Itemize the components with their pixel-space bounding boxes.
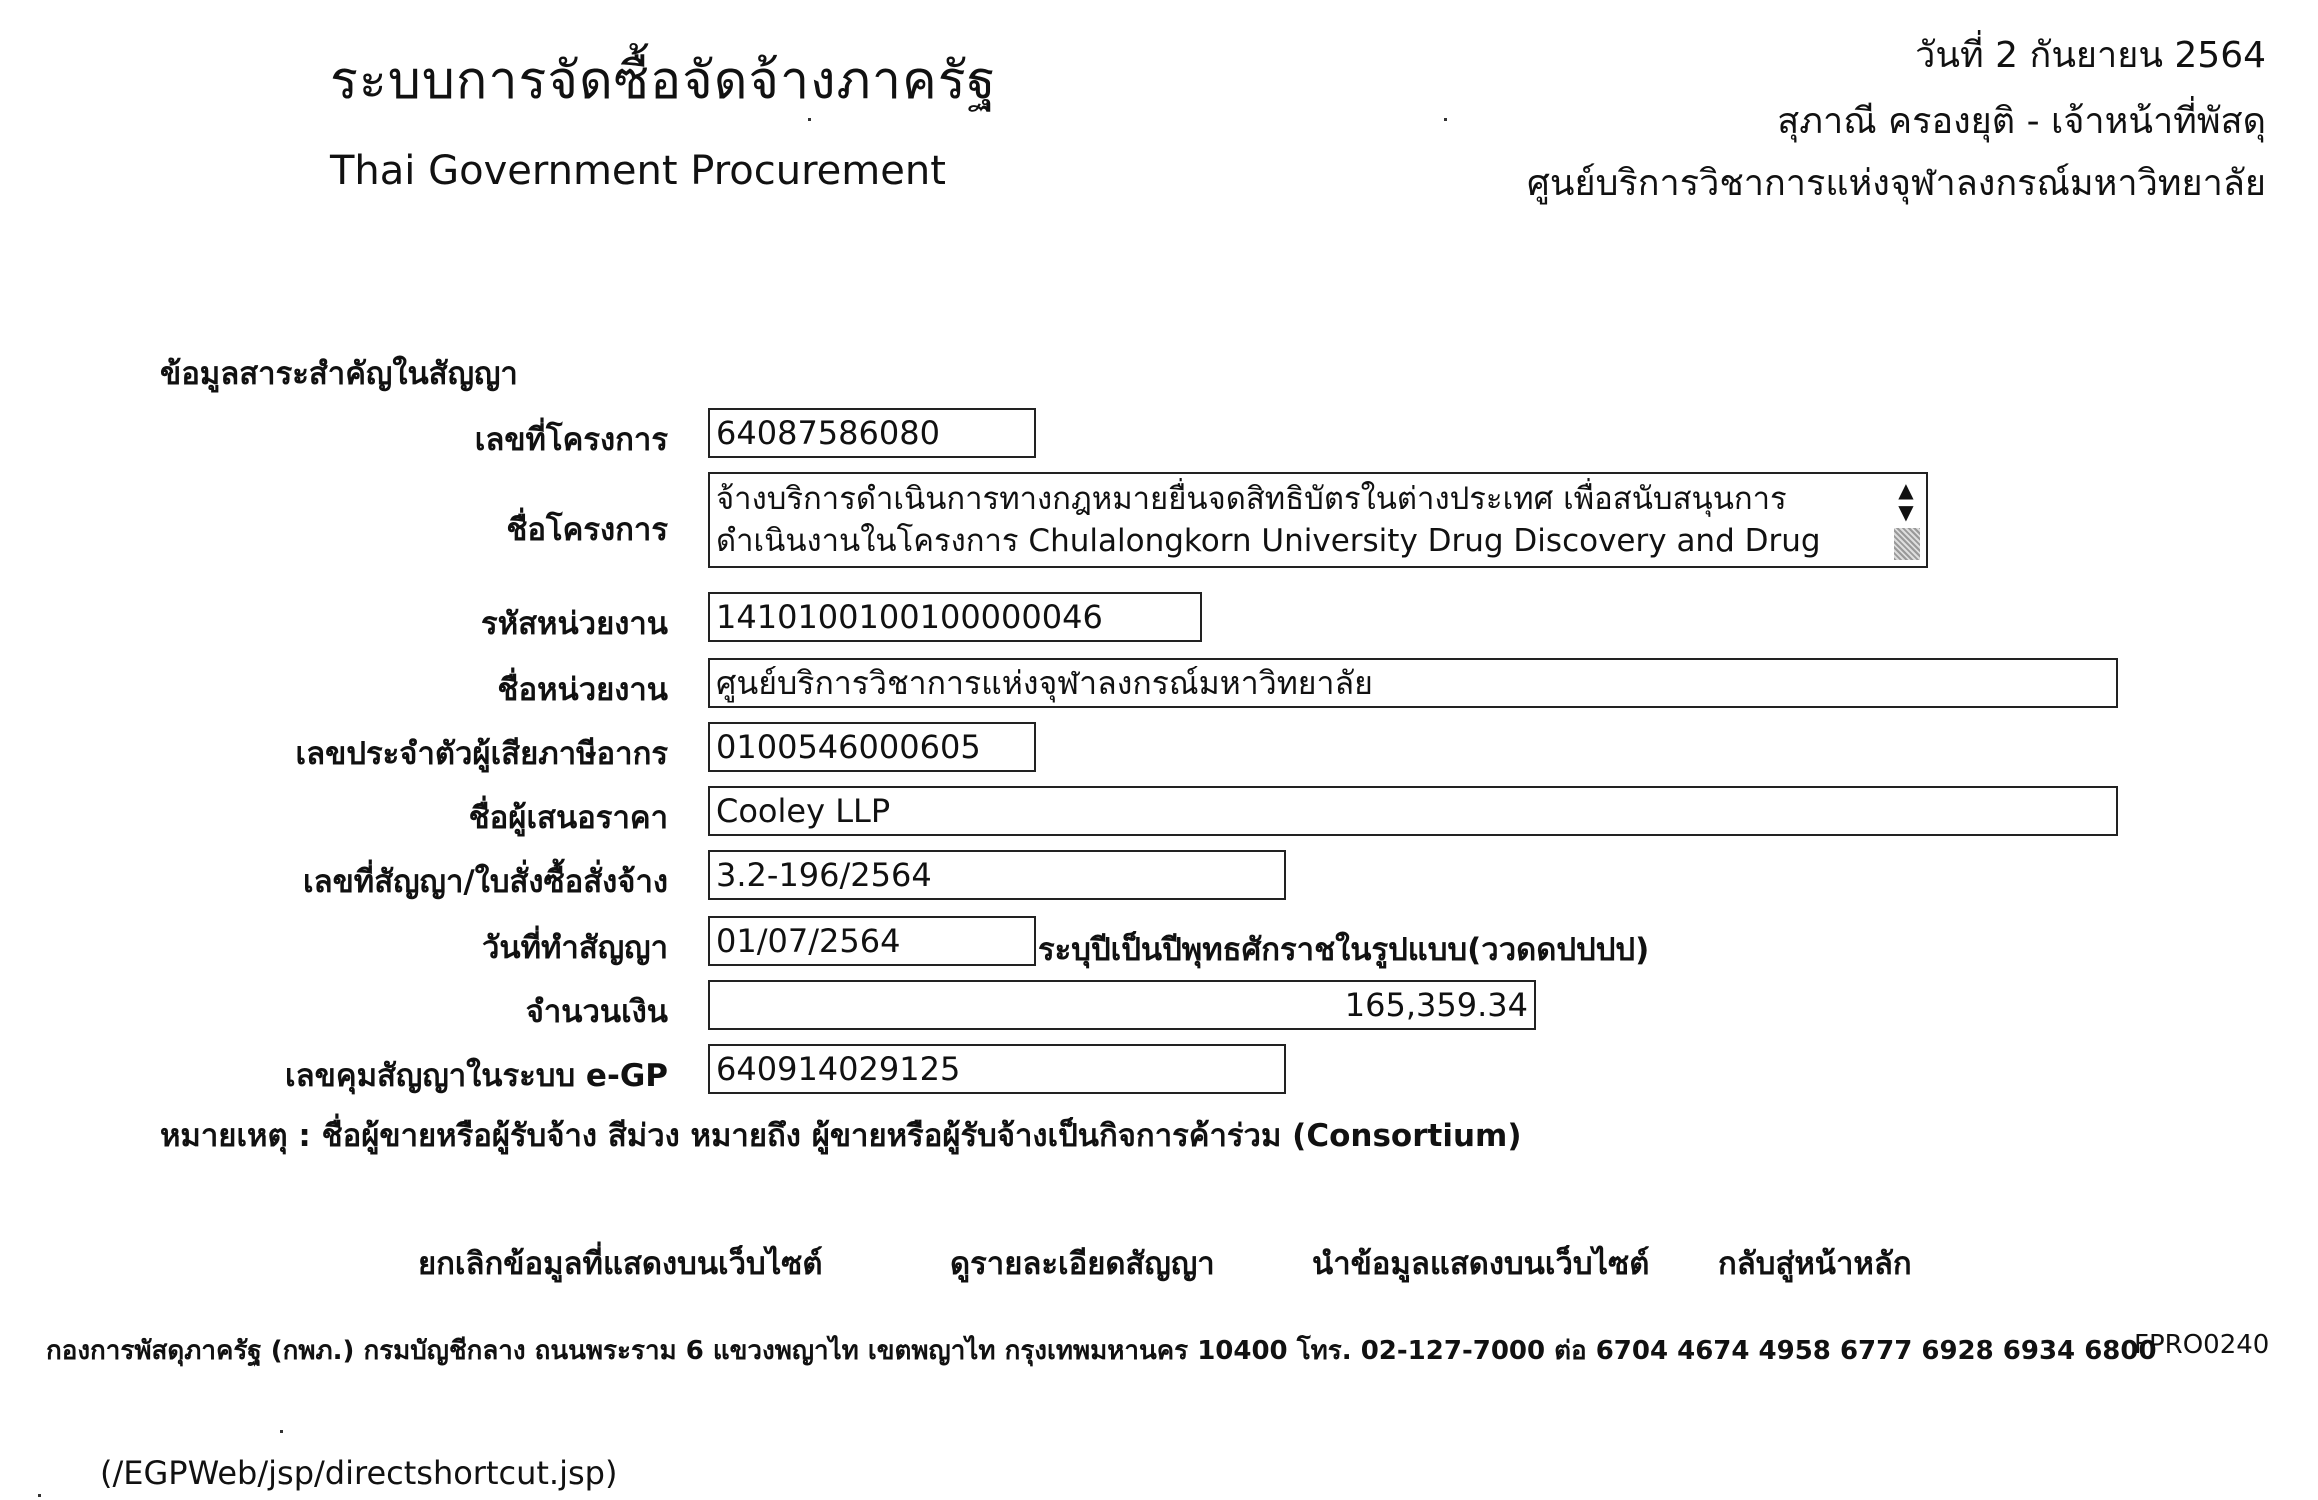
- unit-code-label: รหัสหน่วยงาน: [481, 606, 668, 642]
- project-no-field[interactable]: 64087586080: [708, 408, 1036, 458]
- footer-page-code: FPRO0240: [2134, 1330, 2270, 1360]
- bidder-name-label: ชื่อผู้เสนอราคา: [468, 800, 668, 836]
- project-name-line-2: ดำเนินงานในโครงการ Chulalongkorn University Drug Discovery and Drug: [716, 523, 1821, 559]
- scan-speck: [808, 118, 811, 121]
- scroll-down-arrow-icon[interactable]: ▼: [1898, 500, 1914, 524]
- bidder-name-field[interactable]: Cooley LLP: [708, 786, 2118, 836]
- header-user: สุภาณี ครองยุติ - เจ้าหน้าที่พัสดุ: [1777, 101, 2266, 142]
- scan-speck: [280, 1430, 283, 1433]
- footer-address: กองการพัสดุภาครัฐ (กพภ.) กรมบัญชีกลาง ถนนพระราม 6 แขวงพญาไท เขตพญาไท กรุงเทพมหานคร 10400 โทร. 02-127-7000 ต่อ 6704 4674 4958 6777 6928 6934 6800: [46, 1336, 2157, 1366]
- unit-name-label: ชื่อหน่วยงาน: [497, 672, 668, 708]
- header-organization: ศูนย์บริการวิชาการแห่งจุฬาลงกรณ์มหาวิทยาลัย: [1527, 163, 2266, 204]
- scroll-thumb[interactable]: [1894, 528, 1920, 560]
- project-no-label: เลขที่โครงการ: [474, 422, 668, 458]
- cancel-website-data-link[interactable]: ยกเลิกข้อมูลที่แสดงบนเว็บไซต์: [418, 1246, 823, 1282]
- unit-name-field[interactable]: ศูนย์บริการวิชาการแห่งจุฬาลงกรณ์มหาวิทยาลัย: [708, 658, 2118, 708]
- page-url: (/EGPWeb/jsp/directshortcut.jsp): [100, 1454, 618, 1492]
- amount-label: จำนวนเงิน: [525, 994, 668, 1030]
- publish-website-data-link[interactable]: นำข้อมูลแสดงบนเว็บไซต์: [1312, 1246, 1650, 1282]
- scan-speck: [1444, 118, 1447, 121]
- contract-date-field[interactable]: 01/07/2564: [708, 916, 1036, 966]
- contract-date-hint: ระบุปีเป็นปีพุทธศักราชในรูปแบบ(ววดดปปปป): [1038, 932, 1650, 968]
- consortium-note: หมายเหตุ : ชื่อผู้ขายหรือผู้รับจ้าง สีม่วง หมายถึง ผู้ขายหรือผู้รับจ้างเป็นกิจการค้าร่วม (Consortium): [160, 1118, 1522, 1154]
- amount-field[interactable]: 165,359.34: [708, 980, 1536, 1030]
- contract-no-field[interactable]: 3.2-196/2564: [708, 850, 1286, 900]
- contract-date-label: วันที่ทำสัญญา: [481, 930, 668, 966]
- egp-control-label: เลขคุมสัญญาในระบบ e-GP: [285, 1058, 668, 1094]
- scroll-up-arrow-icon[interactable]: ▲: [1898, 478, 1914, 502]
- tax-id-field[interactable]: 0100546000605: [708, 722, 1036, 772]
- project-name-line-1: จ้างบริการดำเนินการทางกฎหมายยื่นจดสิทธิบัตรในต่างประเทศ เพื่อสนับสนุนการ: [716, 481, 1787, 517]
- project-name-label: ชื่อโครงการ: [506, 512, 668, 548]
- section-title: ข้อมูลสาระสำคัญในสัญญา: [160, 356, 518, 392]
- view-contract-details-link[interactable]: ดูรายละเอียดสัญญา: [950, 1246, 1215, 1282]
- project-name-textarea[interactable]: [708, 472, 1928, 568]
- project-name-scrollbar[interactable]: [1888, 476, 1924, 564]
- header-date: วันที่ 2 กันยายน 2564: [1915, 35, 2266, 76]
- unit-code-field[interactable]: 1410100100100000046: [708, 592, 1202, 642]
- tax-id-label: เลขประจำตัวผู้เสียภาษีอากร: [295, 736, 668, 772]
- system-title-thai: ระบบการจัดซื้อจัดจ้างภาครัฐ: [330, 51, 997, 111]
- back-to-home-link[interactable]: กลับสู่หน้าหลัก: [1718, 1246, 1912, 1282]
- scan-speck: [38, 1494, 41, 1497]
- system-title-english: Thai Government Procurement: [330, 148, 946, 194]
- contract-no-label: เลขที่สัญญา/ใบสั่งซื้อสั่งจ้าง: [303, 864, 668, 900]
- egp-control-field[interactable]: 640914029125: [708, 1044, 1286, 1094]
